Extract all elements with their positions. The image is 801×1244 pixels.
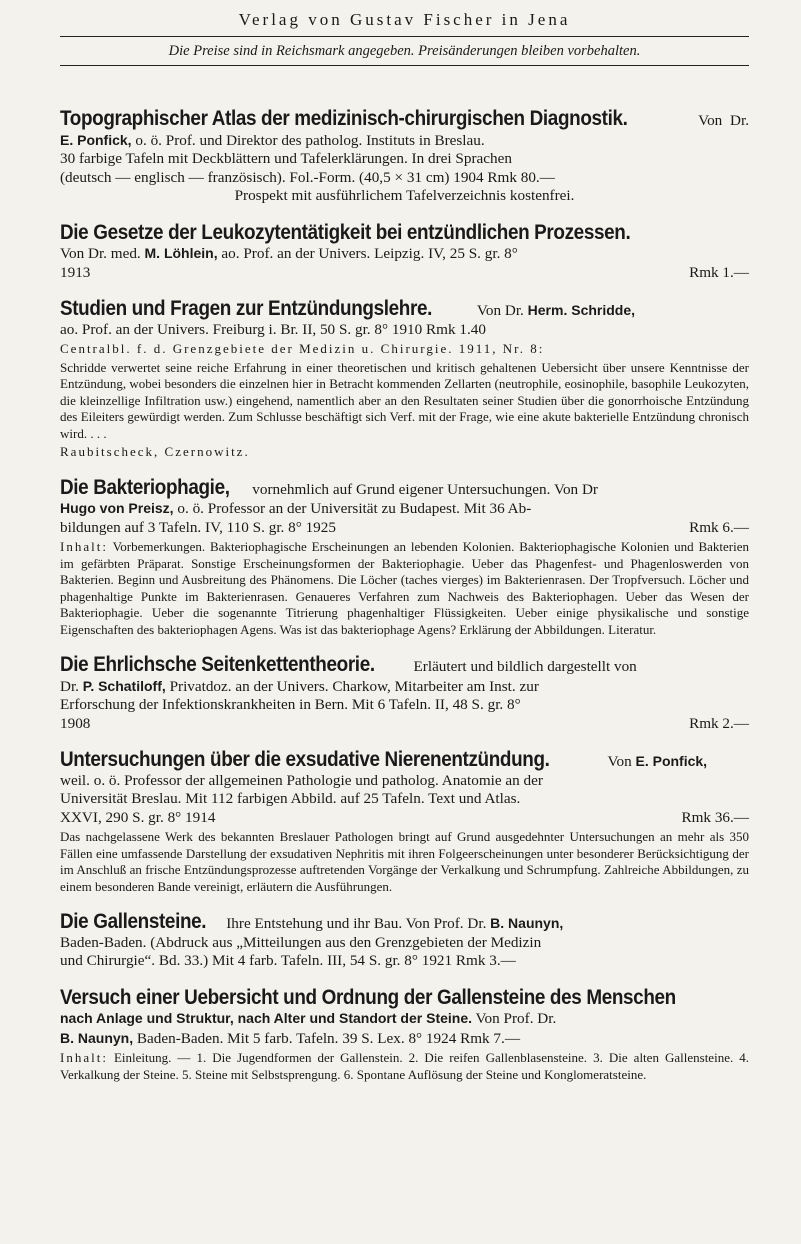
title-rest: Erläutert und bildlich dargestellt von: [413, 658, 637, 675]
book-entry: [60, 297, 749, 461]
book-heading: [60, 107, 749, 150]
by-label: Von Dr.: [476, 302, 524, 319]
book-details: ao. Prof. an der Univers. Freiburg i. Br. II, 50 S. gr. 8° 1910 Rmk 1.40: [60, 320, 486, 338]
book-year: 1913: [60, 263, 91, 281]
book-details: Universität Breslau. Mit 112 farbigen Abbild. auf 25 Tafeln. Text und Atlas.: [60, 790, 521, 807]
book-note: Das nachgelassene Werk des bekannten Breslauer Pathologen bringt auf Grund ausgedehnter Untersuchungen an mehr als 350 Fällen eine umfassende Darstellung der exsudativen Nephritis mit ihren Folgeerscheinungen unter besonderer Berücksichtigung der im Anschluß an frische Entzündungsprozesse auftretenden Vorgänge der Verkalkung und Schrumpfung. Zahlreiche Abbildungen, zu einem besonderen Bande vereinigt, erläutern die Ausführungen.: [60, 829, 749, 894]
title-rest: Ihre Entstehung und ihr Bau. Von Prof. Dr.: [226, 915, 487, 932]
book-price: Rmk 1.—: [689, 263, 749, 281]
book-title: Die Gesetze der Leukozytentätigkeit bei entzündlichen Prozessen.: [60, 220, 631, 244]
book-details: o. ö. Professor an der Universität zu Budapest. Mit 36 Ab-: [177, 500, 532, 517]
author-prefix: Dr.: [730, 112, 749, 129]
book-entry: [60, 910, 749, 971]
book-heading: [60, 653, 749, 677]
book-author: Hugo von Preisz,: [60, 500, 174, 516]
book-entry: [60, 985, 750, 1084]
title-rest: vornehmlich auf Grund eigener Untersuchungen. Von Dr: [252, 480, 598, 498]
book-title: Topographischer Atlas der medizinisch-chirurgischen Diagnostik.: [60, 107, 628, 130]
by-label: Von: [607, 753, 632, 770]
book-details: Baden-Baden. Mit 5 farb. Tafeln. 39 S. Lex. 8° 1924 Rmk 7.—: [136, 1029, 521, 1047]
book-details: und Chirurgie“. Bd. 33.) Mit 4 farb. Tafeln. III, 54 S. gr. 8° 1921 Rmk 3.—: [60, 952, 516, 969]
book-title: Untersuchungen über die exsudative Nierenentzündung.: [60, 748, 550, 771]
publisher-header: Verlag von Gustav Fischer in Jena: [238, 10, 571, 29]
book-details: (deutsch — englisch — französisch). Fol.-Form. (40,5 × 31 cm) 1904 Rmk 80.—: [60, 168, 555, 186]
book-entry: [60, 107, 749, 206]
book-details: weil. o. ö. Professor der allgemeinen Pathologie und patholog. Anatomie an der: [60, 771, 543, 789]
book-details: Baden-Baden. (Abdruck aus „Mitteilungen aus den Grenzgebieten der Medizin: [60, 933, 542, 951]
book-heading: [60, 244, 749, 264]
book-entry: [60, 653, 749, 733]
book-details: XXVI, 290 S. gr. 8° 1914: [60, 808, 216, 826]
contents: [60, 1050, 749, 1083]
book-details: Privatdoz. an der Univers. Charkow, Mitarbeiter am Inst. zur: [169, 677, 539, 695]
contents: [60, 539, 749, 638]
book-heading: [60, 475, 749, 500]
contents-text: Einleitung. — 1. Die Jugendformen der Gallenstein. 2. Die reifen Gallenblasensteine. 3. Die alten Gallensteine. 4. Verkalkung der Steine. 5. Steine mit Selbstsprengung. 6. Spontane Auflösung der Steine und Konglomeratsteine.: [60, 1050, 750, 1082]
prospect-note: Prospekt mit ausführlichem Tafelverzeichnis kostenfrei.: [234, 187, 575, 204]
review-text: Schridde verwertet seine reiche Erfahrung in einer theoretischen und kritisch gehaltenen Uebersicht über unsere Kenntnisse der Entzündung, wobei besonders die einzelnen hier in Betracht kommenden Zellarten (neutrophile, eosinophile, basophile Leukozyten, die kleinzellige Infiltration usw.) eingehend, namentlich aber an den Resultaten seiner Studien über die gonorrhoische Entzündung des Eileiters gewürdigt werden. Zum Schlusse beschäftigt sich Verf. mit der Frage, wie eine akute bakterielle Entzündung chronisch wird. . . .: [60, 359, 749, 441]
book-entry: [60, 475, 750, 639]
book-heading: [60, 910, 749, 934]
book-author: E. Ponfick,: [60, 131, 132, 148]
book-title: Die Ehrlichsche Seitenkettentheorie.: [60, 653, 375, 676]
book-author: Herm. Schridde,: [527, 302, 636, 318]
book-heading: [60, 1009, 749, 1029]
book-price: Rmk 6.—: [689, 518, 749, 536]
book-year: 1908: [60, 714, 91, 732]
contents-label: Inhalt:: [60, 1050, 108, 1065]
book-entry: [60, 748, 749, 895]
book-title: Versuch einer Uebersicht und Ordnung der Gallensteine des Menschen: [60, 985, 676, 1009]
contents-text: Vorbemerkungen. Bakteriophagische Erscheinungen an lebenden Kolonien. Bakteriophagische Kolonien und Bakterien im gefärbten Präparat. Sonstige Erscheinungsformen der Bakteriophagie. Ueber das Phagenfest- und Phagenloswerden von Bakterien. Beginn und Ausbreitung des Phänomens. Die Löcher (taches vierges) im Bakterienrasen. Der Tropfversuch. Löcher und phagenhaltige Punkte im Bakterienrasen. Genaueres Verfahren zum Nachweis des Bakteriophagen. Ueber das Wesen der Bakteriophagie. Ueber die sogenannte Titrierung phagenhaltiger Flüssigkeiten. Ueber einige physikalische und sonstige Eigenschaften des bakteriophagen Agens. Was ist das bakteriophage Agens? Erklärung der Abbildungen. Literatur.: [60, 539, 750, 637]
book-details: 30 farbige Tafeln mit Deckblättern und Tafelerklärungen. In drei Sprachen: [60, 150, 512, 167]
notice-rule: [60, 65, 749, 66]
title-rest: nach Anlage und Struktur, nach Alter und Standort der Steine.: [60, 1010, 473, 1026]
book-entry: [60, 220, 749, 283]
book-details: Erforschung der Infektionskrankheiten in Bern. Mit 6 Tafeln. II, 48 S. gr. 8°: [60, 696, 521, 713]
book-details: o. ö. Prof. und Direktor des patholog. Instituts in Breslau.: [135, 131, 485, 149]
book-author: B. Naunyn,: [490, 915, 564, 931]
book-heading: [60, 297, 749, 321]
header-rule: [60, 36, 749, 37]
book-author: B. Naunyn,: [60, 1029, 134, 1046]
book-title: Die Gallensteine.: [60, 910, 207, 933]
book-title: Die Bakteriophagie,: [60, 475, 230, 499]
book-price: Rmk 2.—: [689, 714, 749, 732]
author-prefix: Dr.: [60, 677, 79, 695]
book-title: Studien und Fragen zur Entzündungslehre.: [60, 297, 433, 320]
price-notice: Die Preise sind in Reichsmark angegeben. Preisänderungen bleiben vorbehalten.: [168, 43, 641, 59]
by-label: Von Prof. Dr.: [475, 1010, 557, 1027]
book-price: Rmk 36.—: [681, 808, 749, 826]
contents-label: Inhalt:: [60, 539, 108, 554]
author-prefix: Von Dr. med.: [60, 245, 141, 262]
book-author: M. Löhlein,: [144, 245, 218, 261]
book-heading: [60, 748, 749, 772]
reviewer: Raubitscheck, Czernowitz.: [60, 444, 250, 459]
book-author: E. Ponfick,: [635, 753, 708, 769]
by-label: Von: [698, 112, 723, 129]
book-author: P. Schatiloff,: [82, 677, 166, 694]
book-details: ao. Prof. an der Univers. Leipzig. IV, 25 S. gr. 8°: [221, 245, 518, 262]
book-list: [60, 107, 750, 1083]
review-source: Centralbl. f. d. Grenzgebiete der Medizin u. Chirurgie. 1911, Nr. 8:: [60, 341, 545, 356]
book-details: bildungen auf 3 Tafeln. IV, 110 S. gr. 8° 1925: [60, 518, 336, 536]
